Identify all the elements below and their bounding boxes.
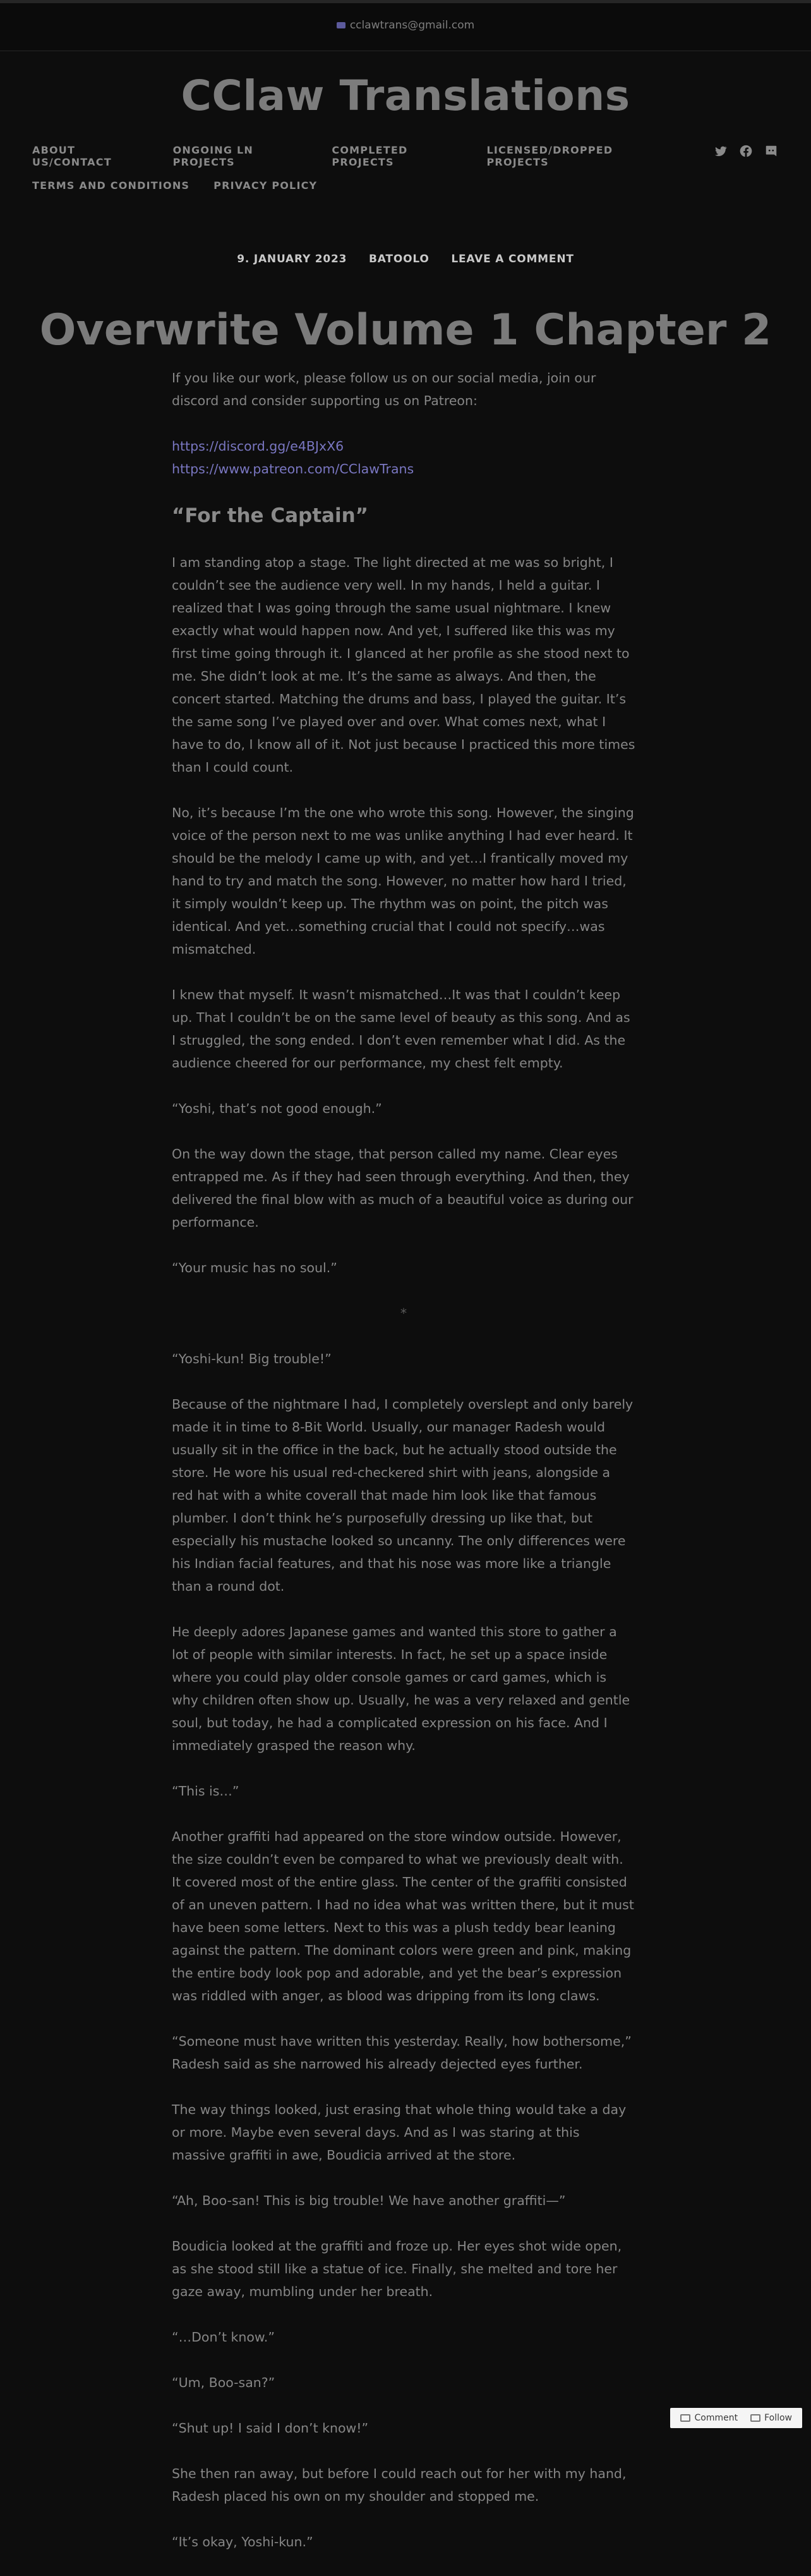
paragraph: “…Don’t know.” (172, 2330, 275, 2345)
discord-icon[interactable] (764, 144, 778, 158)
social-links (714, 144, 778, 158)
patreon-link[interactable]: https://www.patreon.com/CClawTrans (172, 461, 414, 477)
scene-separator: * (400, 1306, 407, 1321)
post-title: Overwrite Volume 1 Chapter 2 (39, 305, 772, 355)
post-content (172, 367, 635, 2576)
paragraph: On the way down the stage, that person called my name. Clear eyes entrapped me. As if they had seen through everything. And then, they delivered the final blow with as much of a beautiful voice as during our performance. (172, 1146, 634, 1230)
site-title[interactable]: CClaw Translations (181, 71, 630, 120)
twitter-icon[interactable] (714, 144, 728, 158)
facebook-icon[interactable] (739, 144, 753, 158)
nav-item-licensed[interactable]: LICENSED/DROPPED PROJECTS (486, 144, 613, 168)
follow-button[interactable] (744, 2413, 798, 2423)
mail-icon (337, 22, 345, 28)
action-bar (670, 2408, 802, 2428)
follow-icon (750, 2414, 760, 2422)
contact-email[interactable]: cclawtrans@gmail.com (349, 19, 475, 32)
paragraph: “Someone must have written this yesterday. Really, how bothersome,” Radesh said as she narrowed his already dejected eyes further. (172, 2034, 632, 2072)
paragraph: The way things looked, just erasing that whole thing would take a day or more. Maybe even several days. And as I was staring at this massive graffiti in awe, Boudicia arrived at the store. (172, 2102, 627, 2163)
nav-item-completed[interactable]: COMPLETED PROJECTS (332, 144, 408, 168)
primary-nav (32, 144, 664, 203)
comment-icon (680, 2414, 690, 2422)
post-author[interactable]: BATOOLO (369, 253, 430, 265)
paragraph: He deeply adores Japanese games and wanted this store to gather a lot of people with similar interests. In fact, he set up a space inside where you could play older console games or card games, which is why children often show up. Usually, he was a very relaxed and gentle soul, but today, he had a complicated expression on his face. And I immediately grasped the reason why. (172, 1624, 630, 1753)
nav-item-ongoing[interactable]: ONGOING LN PROJECTS (172, 144, 253, 168)
paragraph: I am standing atop a stage. The light directed at me was so bright, I couldn’t see the audience very well. In my hands, I held a guitar. I realized that I was going through the same usual nightmare. I knew exactly what would happen now. And yet, I suffered like this was my first time going through it. I glanced at her profile as she stood next to me. She didn’t look at me. It’s the same as always. And then, the concert started. Matching the drums and bass, I played the guitar. It’s the same song I’ve played over and over. What comes next, what I have to do, I know all of it. Not just because I practiced this more times than I could count. (172, 555, 635, 775)
nav-item-terms[interactable]: TERMS AND CONDITIONS (32, 179, 190, 191)
leave-comment-link[interactable]: LEAVE A COMMENT (451, 253, 574, 265)
discord-link[interactable]: https://discord.gg/e4BJxX6 (172, 439, 344, 454)
paragraph: I knew that myself. It wasn’t mismatched…It was that I couldn’t keep up. That I couldn’t be on the same level of beauty as this song. And as I struggled, the song ended. I don’t even remember what I did. As the audience cheered for our performance, my chest felt empty. (172, 987, 630, 1071)
nav-item-privacy[interactable]: PRIVACY POLICY (213, 179, 318, 191)
post-meta (0, 253, 811, 265)
top-bar (0, 0, 811, 51)
paragraph: “It’s okay, Yoshi-kun.” (172, 2534, 313, 2549)
paragraph: “Your music has no soul.” (172, 1260, 337, 1275)
paragraph: “Yoshi, that’s not good enough.” (172, 1101, 382, 1116)
paragraph: “Um, Boo-san?” (172, 2375, 275, 2390)
intro-text: If you like our work, please follow us on our social media, join our discord and consider supporting us on Patreon: (172, 370, 596, 408)
paragraph: She then ran away, but before I could reach out for her with my hand, Radesh placed his own on my shoulder and stopped me. (172, 2466, 627, 2504)
paragraph: “Shut up! I said I don’t know!” (172, 2421, 369, 2436)
chapter-heading: “For the Captain” (172, 504, 369, 527)
comment-button[interactable] (674, 2413, 744, 2423)
paragraph: Another graffiti had appeared on the store window outside. However, the size couldn’t even be compared to what we previously dealt with. It covered most of the entire glass. The center of the graffiti consisted of an uneven pattern. I had no idea what was written there, but it must have been some letters. Next to this was a plush teddy bear leaning against the pattern. The dominant colors were green and pink, making the entire body look pop and adorable, and yet the bear’s expression was riddled with anger, as blood was dripping from its long claws. (172, 1829, 634, 2003)
comment-label: Comment (694, 2413, 738, 2423)
paragraph: “Ah, Boo-san! This is big trouble! We have another graffiti—” (172, 2193, 566, 2208)
paragraph: Because of the nightmare I had, I completely overslept and only barely made it in time to 8-Bit World. Usually, our manager Radesh would usually sit in the office in the back, but he actually stood outside the store. He wore his usual red-checkered shirt with jeans, alongside a red hat with a white coverall that made him look like that famous plumber. I don’t think he’s purposefully dressing up like that, but especially his mustache looked so uncanny. The only differences were his Indian facial features, and that his nose was more like a triangle than a round dot. (172, 1397, 634, 1594)
paragraph: Boudicia looked at the graffiti and froze up. Her eyes shot wide open, as she stood still like a statue of ice. Finally, she melted and tore her gaze away, mumbling under her breath. (172, 2239, 622, 2299)
links-block (172, 435, 635, 480)
nav-item-about[interactable]: ABOUT US/CONTACT (32, 144, 112, 168)
paragraph: “This is…” (172, 1783, 239, 1799)
post-date[interactable]: 9. JANUARY 2023 (237, 253, 347, 265)
follow-label: Follow (764, 2413, 792, 2423)
paragraph: No, it’s because I’m the one who wrote this song. However, the singing voice of the person next to me was unlike anything I had ever heard. It should be the melody I came up with, and yet…I frantically moved my hand to try and match the song. However, no matter how hard I tried, it simply wouldn’t keep up. The rhythm was on point, the pitch was identical. And yet…something crucial that I could not specify…was mismatched. (172, 805, 634, 957)
paragraph: “Yoshi-kun! Big trouble!” (172, 1351, 332, 1366)
